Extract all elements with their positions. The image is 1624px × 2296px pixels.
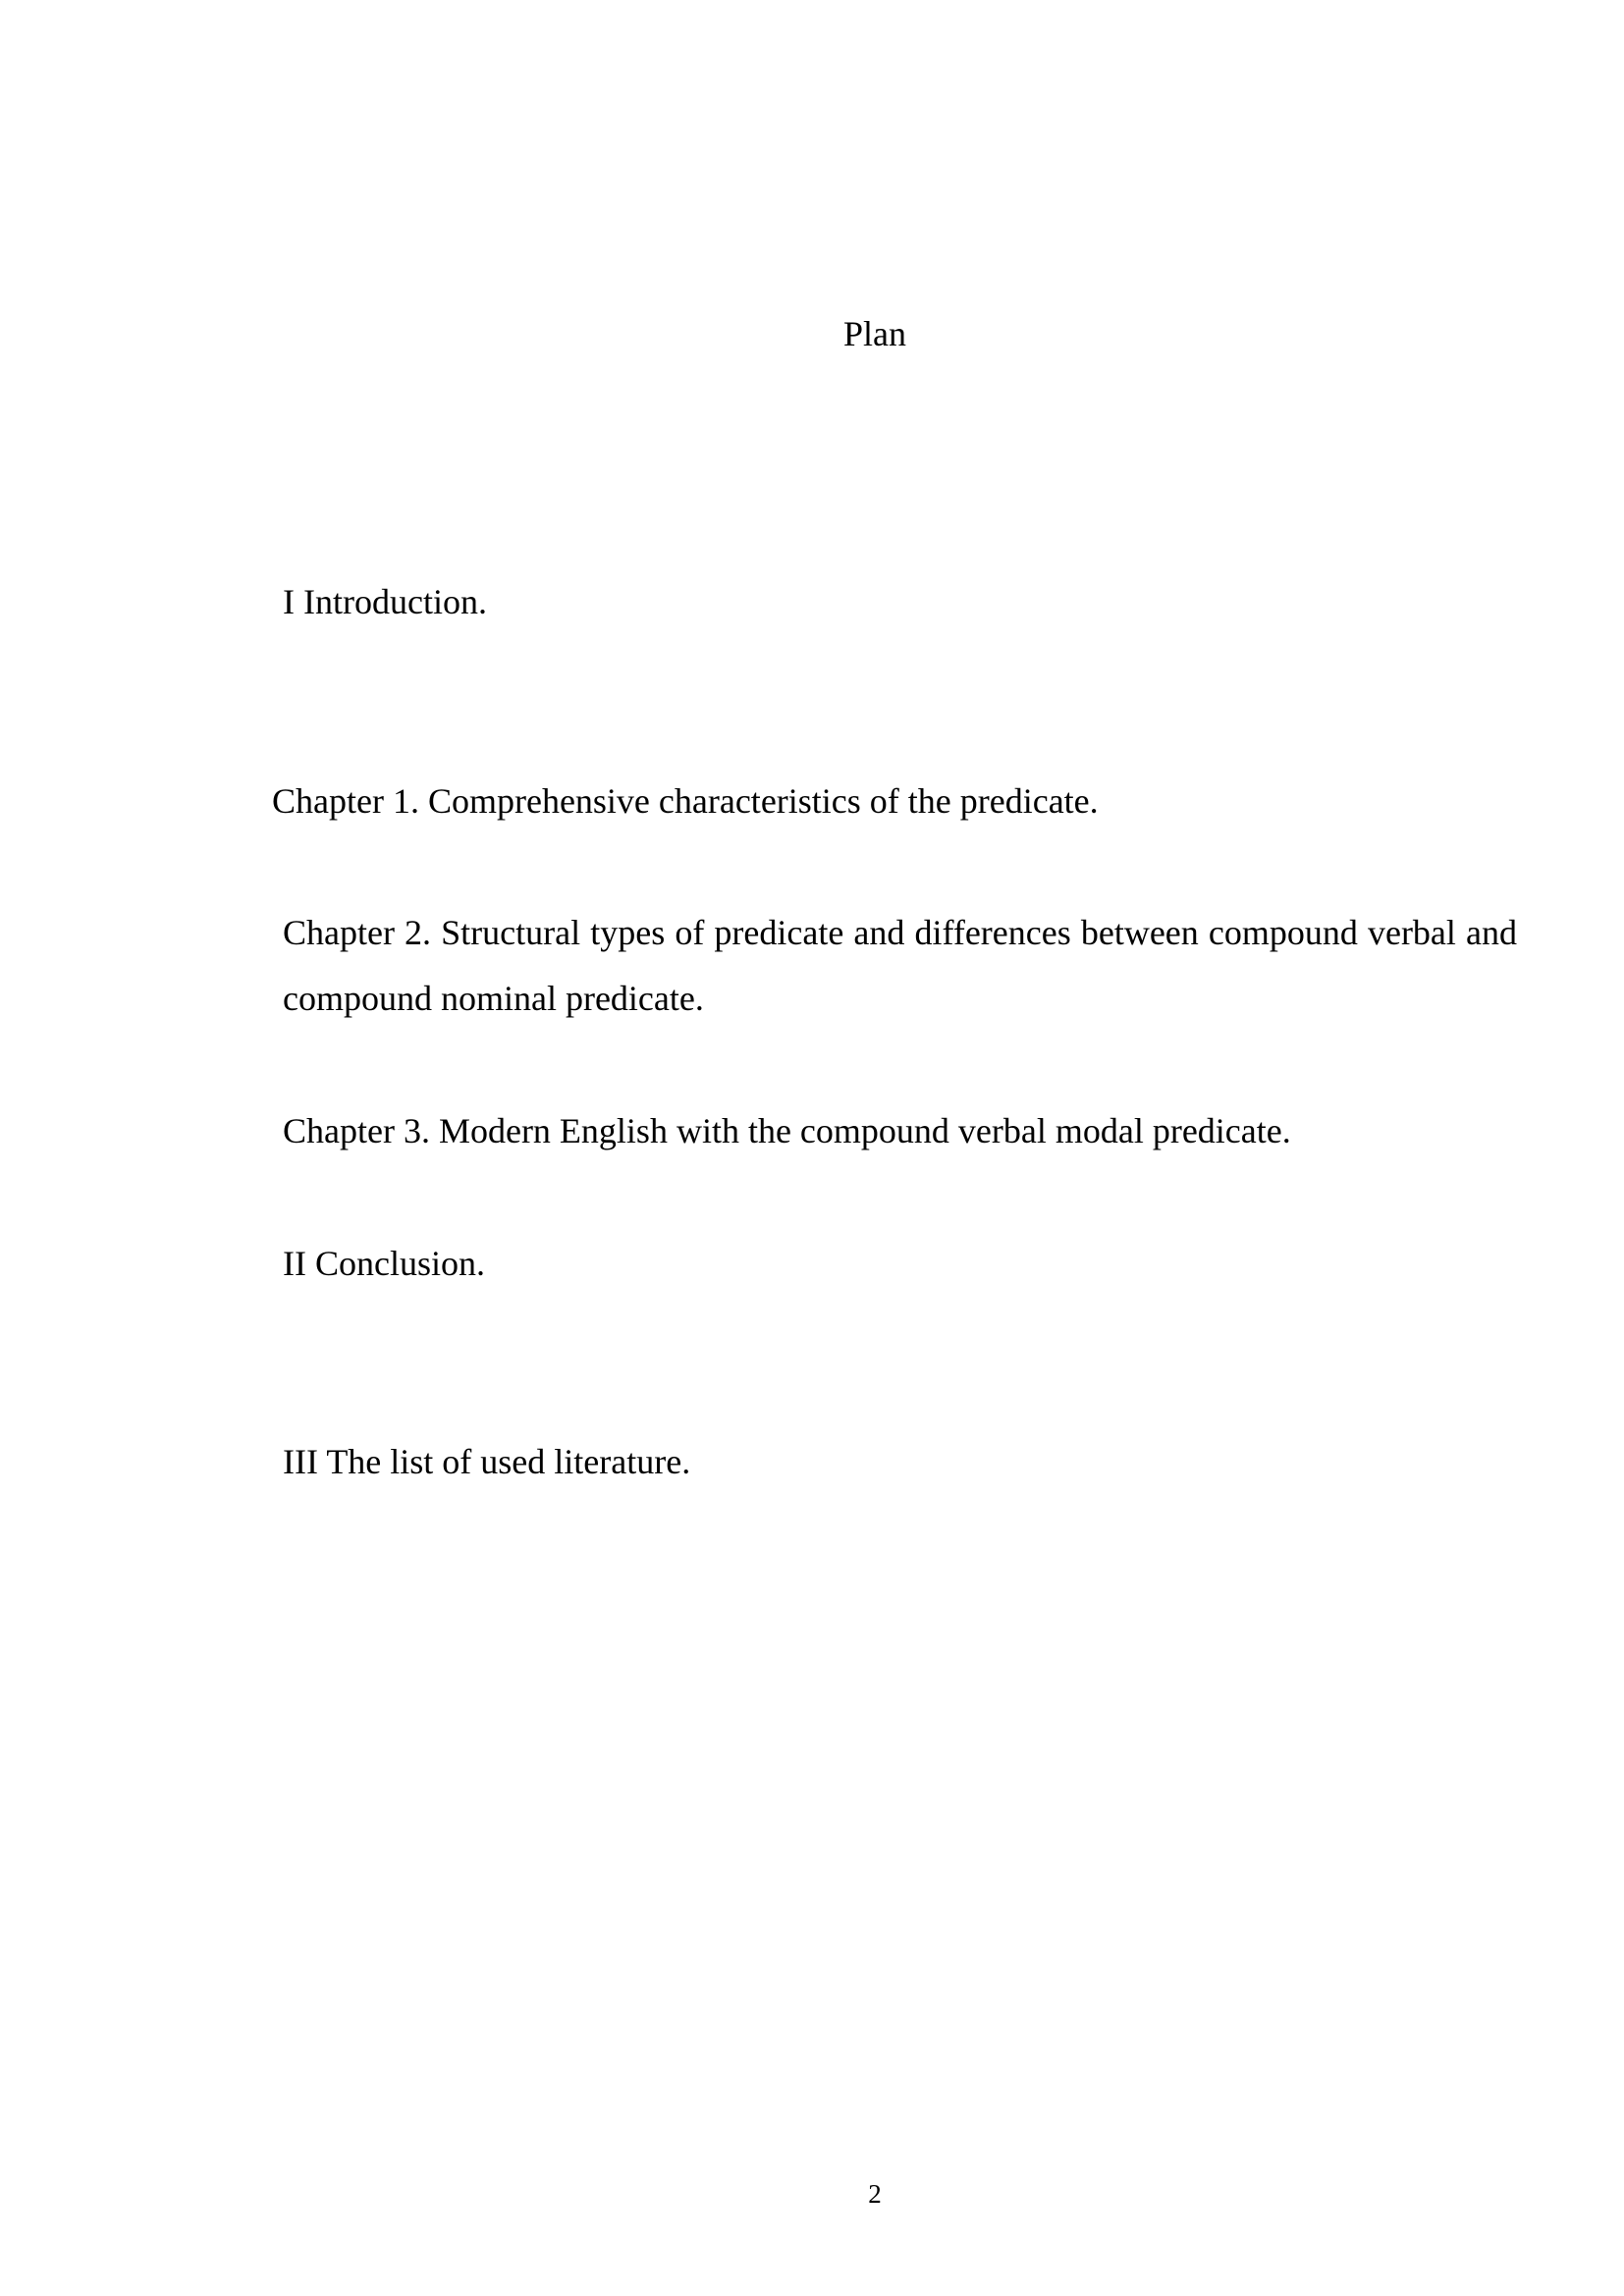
plan-item-chapter-3: Chapter 3. Modern English with the compound verbal modal predicate. (283, 1111, 1291, 1150)
plan-item-chapter-1: Chapter 1. Comprehensive characteristics of the predicate. (272, 781, 1099, 821)
plan-item-chapter-2: Chapter 2. Structural types of predicate and differences between compound verbal and compound nominal predicate. (283, 913, 1517, 1018)
page-number: 2 (868, 2179, 882, 2209)
plan-item-conclusion: II Conclusion. (283, 1244, 485, 1283)
plan-item-literature: III The list of used literature. (283, 1442, 691, 1481)
plan-item-introduction: I Introduction. (283, 582, 487, 621)
plan-title: Plan (842, 314, 906, 353)
